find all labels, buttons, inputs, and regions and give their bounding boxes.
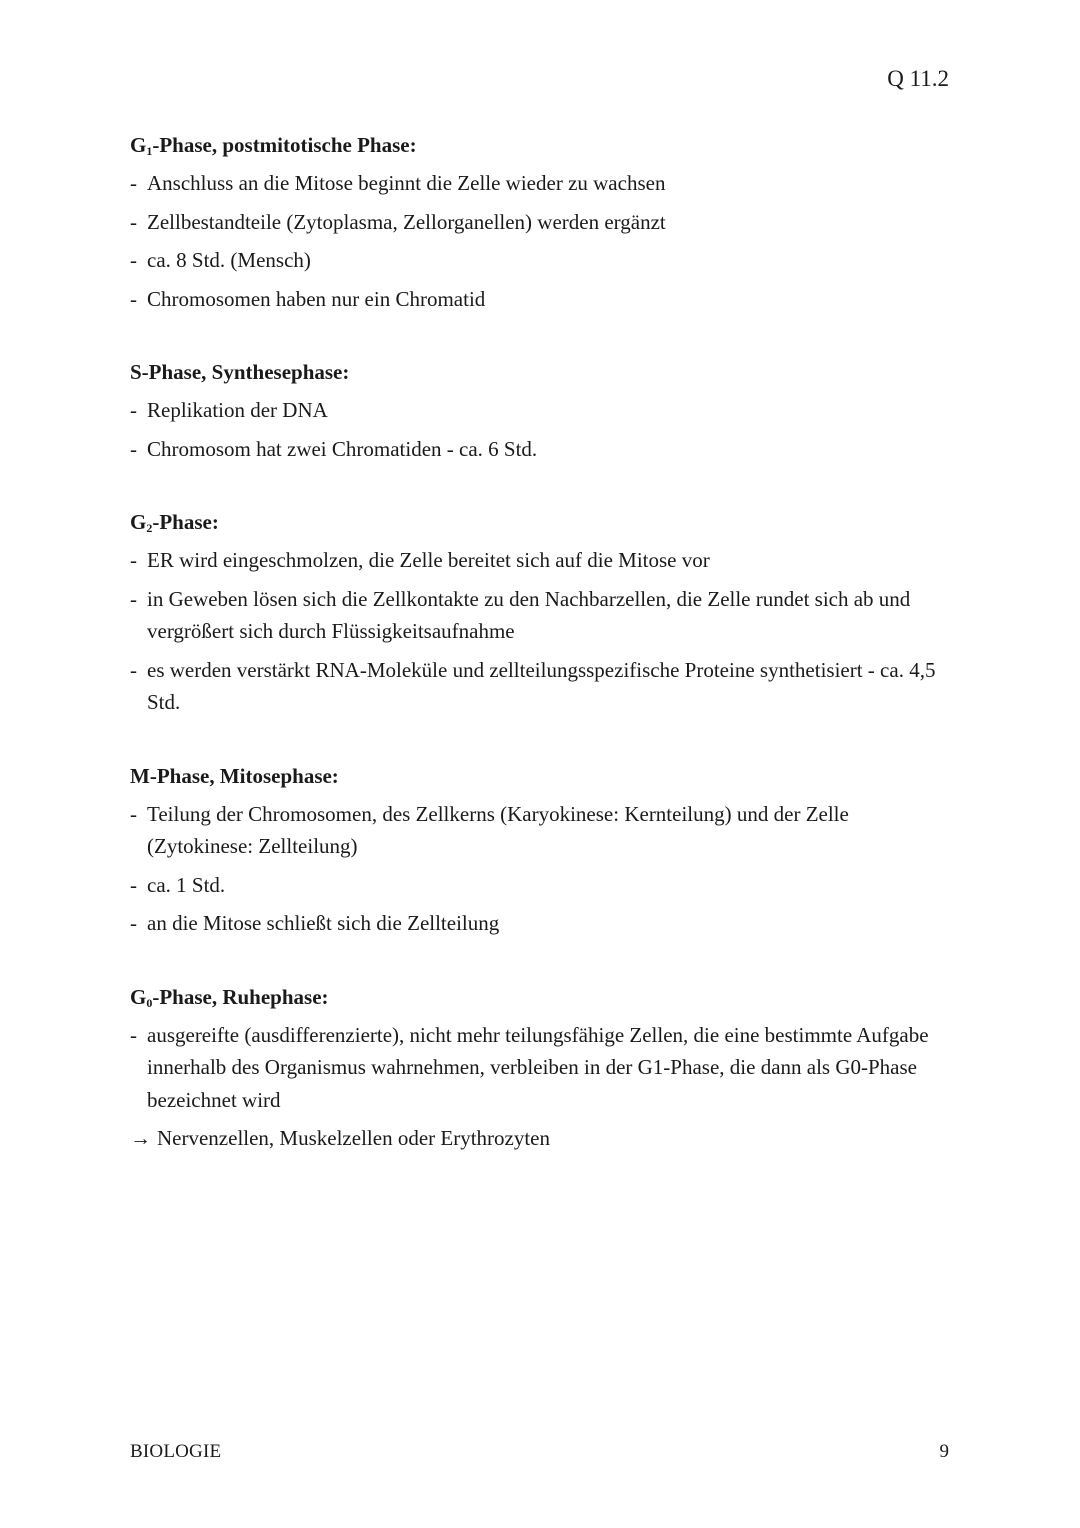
title-subscript: 2 xyxy=(146,521,153,535)
dash-bullet: - xyxy=(130,248,137,272)
section-title: M-Phase, Mitosephase: xyxy=(130,763,339,788)
list-item-text: es werden verstärkt RNA-Moleküle und zellteilungsspezifische Proteine synthetisiert - ca. 4,5 Std. xyxy=(147,657,936,714)
right-arrow-icon: → xyxy=(130,1126,151,1150)
list-item-text: an die Mitose schließt sich die Zellteilung xyxy=(147,911,500,935)
list-item-text: ER wird eingeschmolzen, die Zelle bereitet sich auf die Mitose vor xyxy=(147,548,710,572)
section-g0-phase xyxy=(130,980,950,1155)
arrow-note xyxy=(130,1122,950,1155)
section-g1-phase xyxy=(130,128,950,315)
dash-bullet: - xyxy=(130,911,137,935)
list-item xyxy=(130,654,950,719)
dash-bullet: - xyxy=(130,872,137,897)
dash-bullet: - xyxy=(130,586,137,611)
section-title xyxy=(130,980,950,1014)
title-subscript: 1 xyxy=(146,144,153,158)
title-rest: -Phase, Ruhephase: xyxy=(152,984,329,1009)
dash-bullet: - xyxy=(130,1022,137,1047)
document-body xyxy=(130,128,950,1195)
header-course-code: Q 11.2 xyxy=(887,66,949,91)
list-item xyxy=(130,544,950,577)
title-subscript: 0 xyxy=(146,995,153,1010)
title-rest: -Phase: xyxy=(152,510,219,534)
section-title: S-Phase, Synthesephase: xyxy=(130,360,350,384)
list-item xyxy=(130,244,950,277)
list-item-text: Anschluss an die Mitose beginnt die Zelle wieder zu wachsen xyxy=(147,171,666,195)
list-item xyxy=(130,1019,950,1117)
arrow-note-text: Nervenzellen, Muskelzellen oder Erythrozyten xyxy=(157,1126,551,1150)
title-prefix: G xyxy=(130,133,147,157)
bullet-list xyxy=(130,1019,950,1117)
section-m-phase xyxy=(130,759,950,940)
page-number: 9 xyxy=(939,1441,949,1462)
list-item xyxy=(130,167,950,200)
list-item-text: ca. 8 Std. (Mensch) xyxy=(147,248,311,272)
title-prefix: G xyxy=(130,984,147,1009)
list-item xyxy=(130,394,950,427)
dash-bullet: - xyxy=(130,548,137,572)
list-item xyxy=(130,206,950,239)
list-item-text: ausgereifte (ausdifferenzierte), nicht mehr teilungsfähige Zellen, die eine bestimmte Aufgabe innerhalb des Organismus wahrnehmen, verbleiben in der G1-Phase, die dann als G0-Phase bezeichnet wird xyxy=(147,1022,929,1112)
list-item xyxy=(130,869,950,902)
dash-bullet: - xyxy=(130,209,137,234)
list-item-text: Chromosomen haben nur ein Chromatid xyxy=(147,286,486,311)
list-item-text: Chromosom hat zwei Chromatiden - ca. 6 Std. xyxy=(147,436,538,461)
list-item-text: Zellbestandteile (Zytoplasma, Zellorganellen) werden ergänzt xyxy=(147,209,666,234)
dash-bullet: - xyxy=(130,801,137,826)
dash-bullet: - xyxy=(130,657,137,682)
list-item-text: Teilung der Chromosomen, des Zellkerns (Karyokinese: Kernteilung) und der Zelle (Zytokinese: Zellteilung) xyxy=(147,801,849,858)
title-prefix: G xyxy=(130,510,147,534)
bullet-list xyxy=(130,544,950,719)
dash-bullet: - xyxy=(130,398,137,422)
bullet-list xyxy=(130,167,950,315)
list-item-text: Replikation der DNA xyxy=(147,398,328,422)
section-g2-phase xyxy=(130,505,950,719)
list-item xyxy=(130,283,950,316)
list-item xyxy=(130,583,950,648)
bullet-list xyxy=(130,394,950,465)
section-title xyxy=(130,505,950,539)
list-item-text: in Geweben lösen sich die Zellkontakte zu den Nachbarzellen, die Zelle rundet sich ab und vergrößert sich durch Flüssigkeitsaufnahme xyxy=(147,586,911,643)
dash-bullet: - xyxy=(130,171,137,195)
title-rest: -Phase, postmitotische Phase: xyxy=(152,133,417,157)
dash-bullet: - xyxy=(130,286,137,311)
bullet-list xyxy=(130,798,950,940)
list-item xyxy=(130,798,950,863)
list-item xyxy=(130,433,950,466)
list-item xyxy=(130,907,950,940)
section-s-phase xyxy=(130,355,950,465)
dash-bullet: - xyxy=(130,436,137,461)
list-item-text: ca. 1 Std. xyxy=(147,872,226,897)
section-title xyxy=(130,128,950,162)
footer-subject: BIOLOGIE xyxy=(130,1441,222,1462)
